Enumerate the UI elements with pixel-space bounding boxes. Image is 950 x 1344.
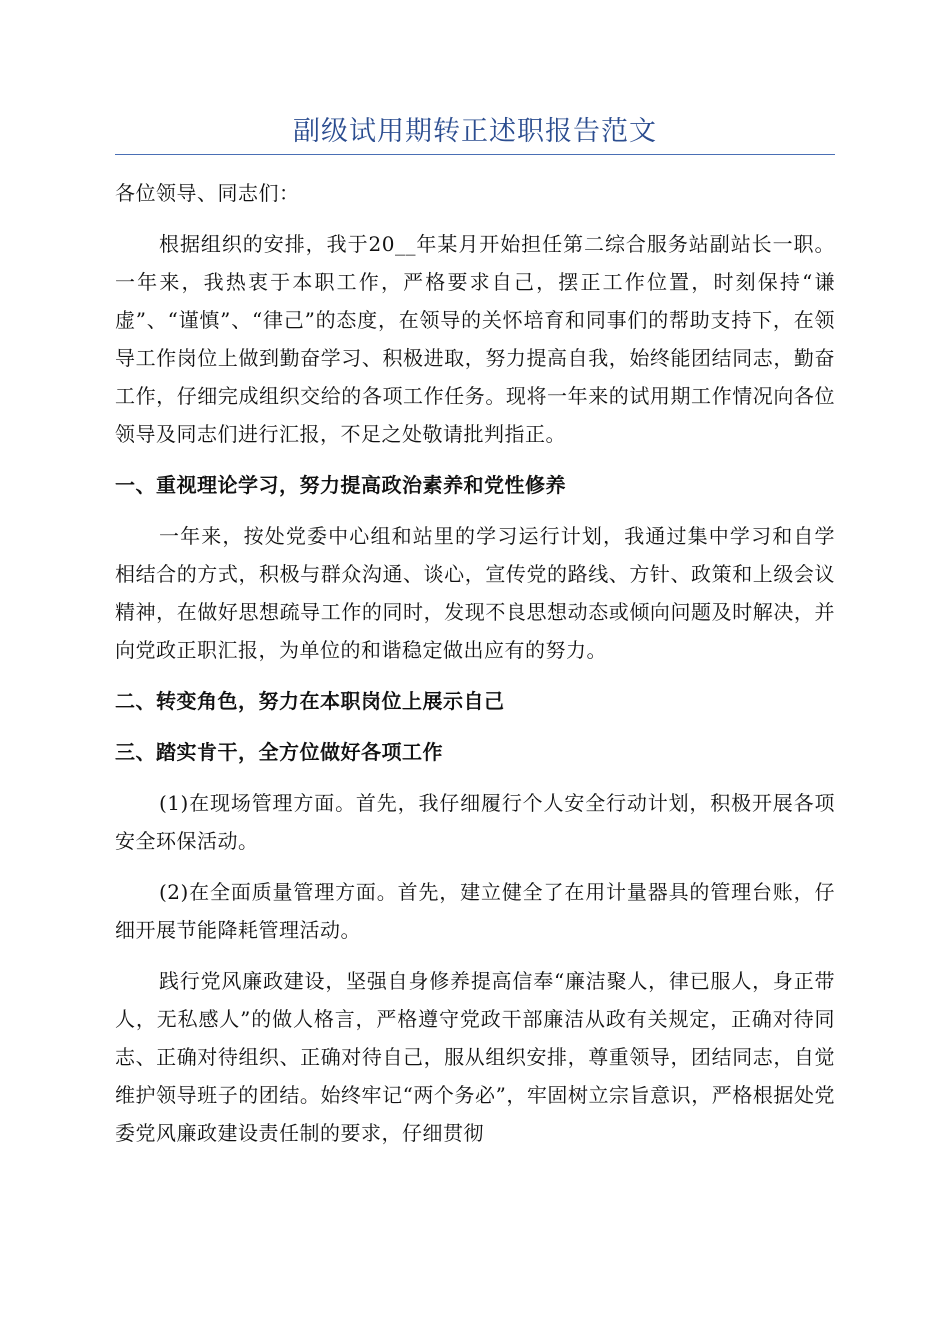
section-3-item-1: (1)在现场管理方面。首先，我仔细履行个人安全行动计划，积极开展各项安全环保活动。 — [115, 791, 835, 853]
document-title: 副级试用期转正述职报告范文 — [293, 116, 657, 147]
intro-paragraph: 根据组织的安排，我于20__年某月开始担任第二综合服务站副站长一职。一年来，我热衷于本职工作，严格要求自己，摆正工作位置，时刻保持“谦虚”、“谨慎”、“律己”的态度，在领导的关怀培育和同事们的帮助支持下，在领导工作岗位上做到勤奋学习、积极进取，努力提高自我，始终能团结同志，勤奋工作，仔细完成组织交给的各项工作任务。现将一年来的试用期工作情况向各位领导及同志们进行汇报，不足之处敬请批判指正。 — [115, 232, 835, 446]
section-3-item-2: (2)在全面质量管理方面。首先，建立健全了在用计量器具的管理台账，仔细开展节能降耗管理活动。 — [115, 880, 835, 942]
section-3-heading: 三、踏实肯干，全方位做好各项工作 — [115, 740, 443, 764]
document-body — [115, 174, 835, 1152]
section-2-heading: 二、转变角色，努力在本职岗位上展示自己 — [115, 689, 505, 713]
salutation: 各位领导、同志们： — [115, 181, 300, 205]
title-underline — [115, 154, 835, 155]
section-3-paragraph: 践行党风廉政建设，坚强自身修养提高信奉“廉洁聚人，律已服人，身正带人，无私感人”的做人格言，严格遵守党政干部廉洁从政有关规定，正确对待同志、正确对待组织、正确对待自己，服从组织安排，尊重领导，团结同志，自觉维护领导班子的团结。始终牢记“两个务必”，牢固树立宗旨意识，严格根据处党委党风廉政建设责任制的要求，仔细贯彻 — [115, 969, 835, 1145]
section-1-heading: 一、重视理论学习，努力提高政治素养和党性修养 — [115, 473, 566, 497]
section-1-paragraph: 一年来，按处党委中心组和站里的学习运行计划，我通过集中学习和自学相结合的方式，积极与群众沟通、谈心，宣传党的路线、方针、政策和上级会议精神，在做好思想疏导工作的同时，发现不良思想动态或倾向问题及时解决，并向党政正职汇报，为单位的和谐稳定做出应有的努力。 — [115, 524, 835, 662]
